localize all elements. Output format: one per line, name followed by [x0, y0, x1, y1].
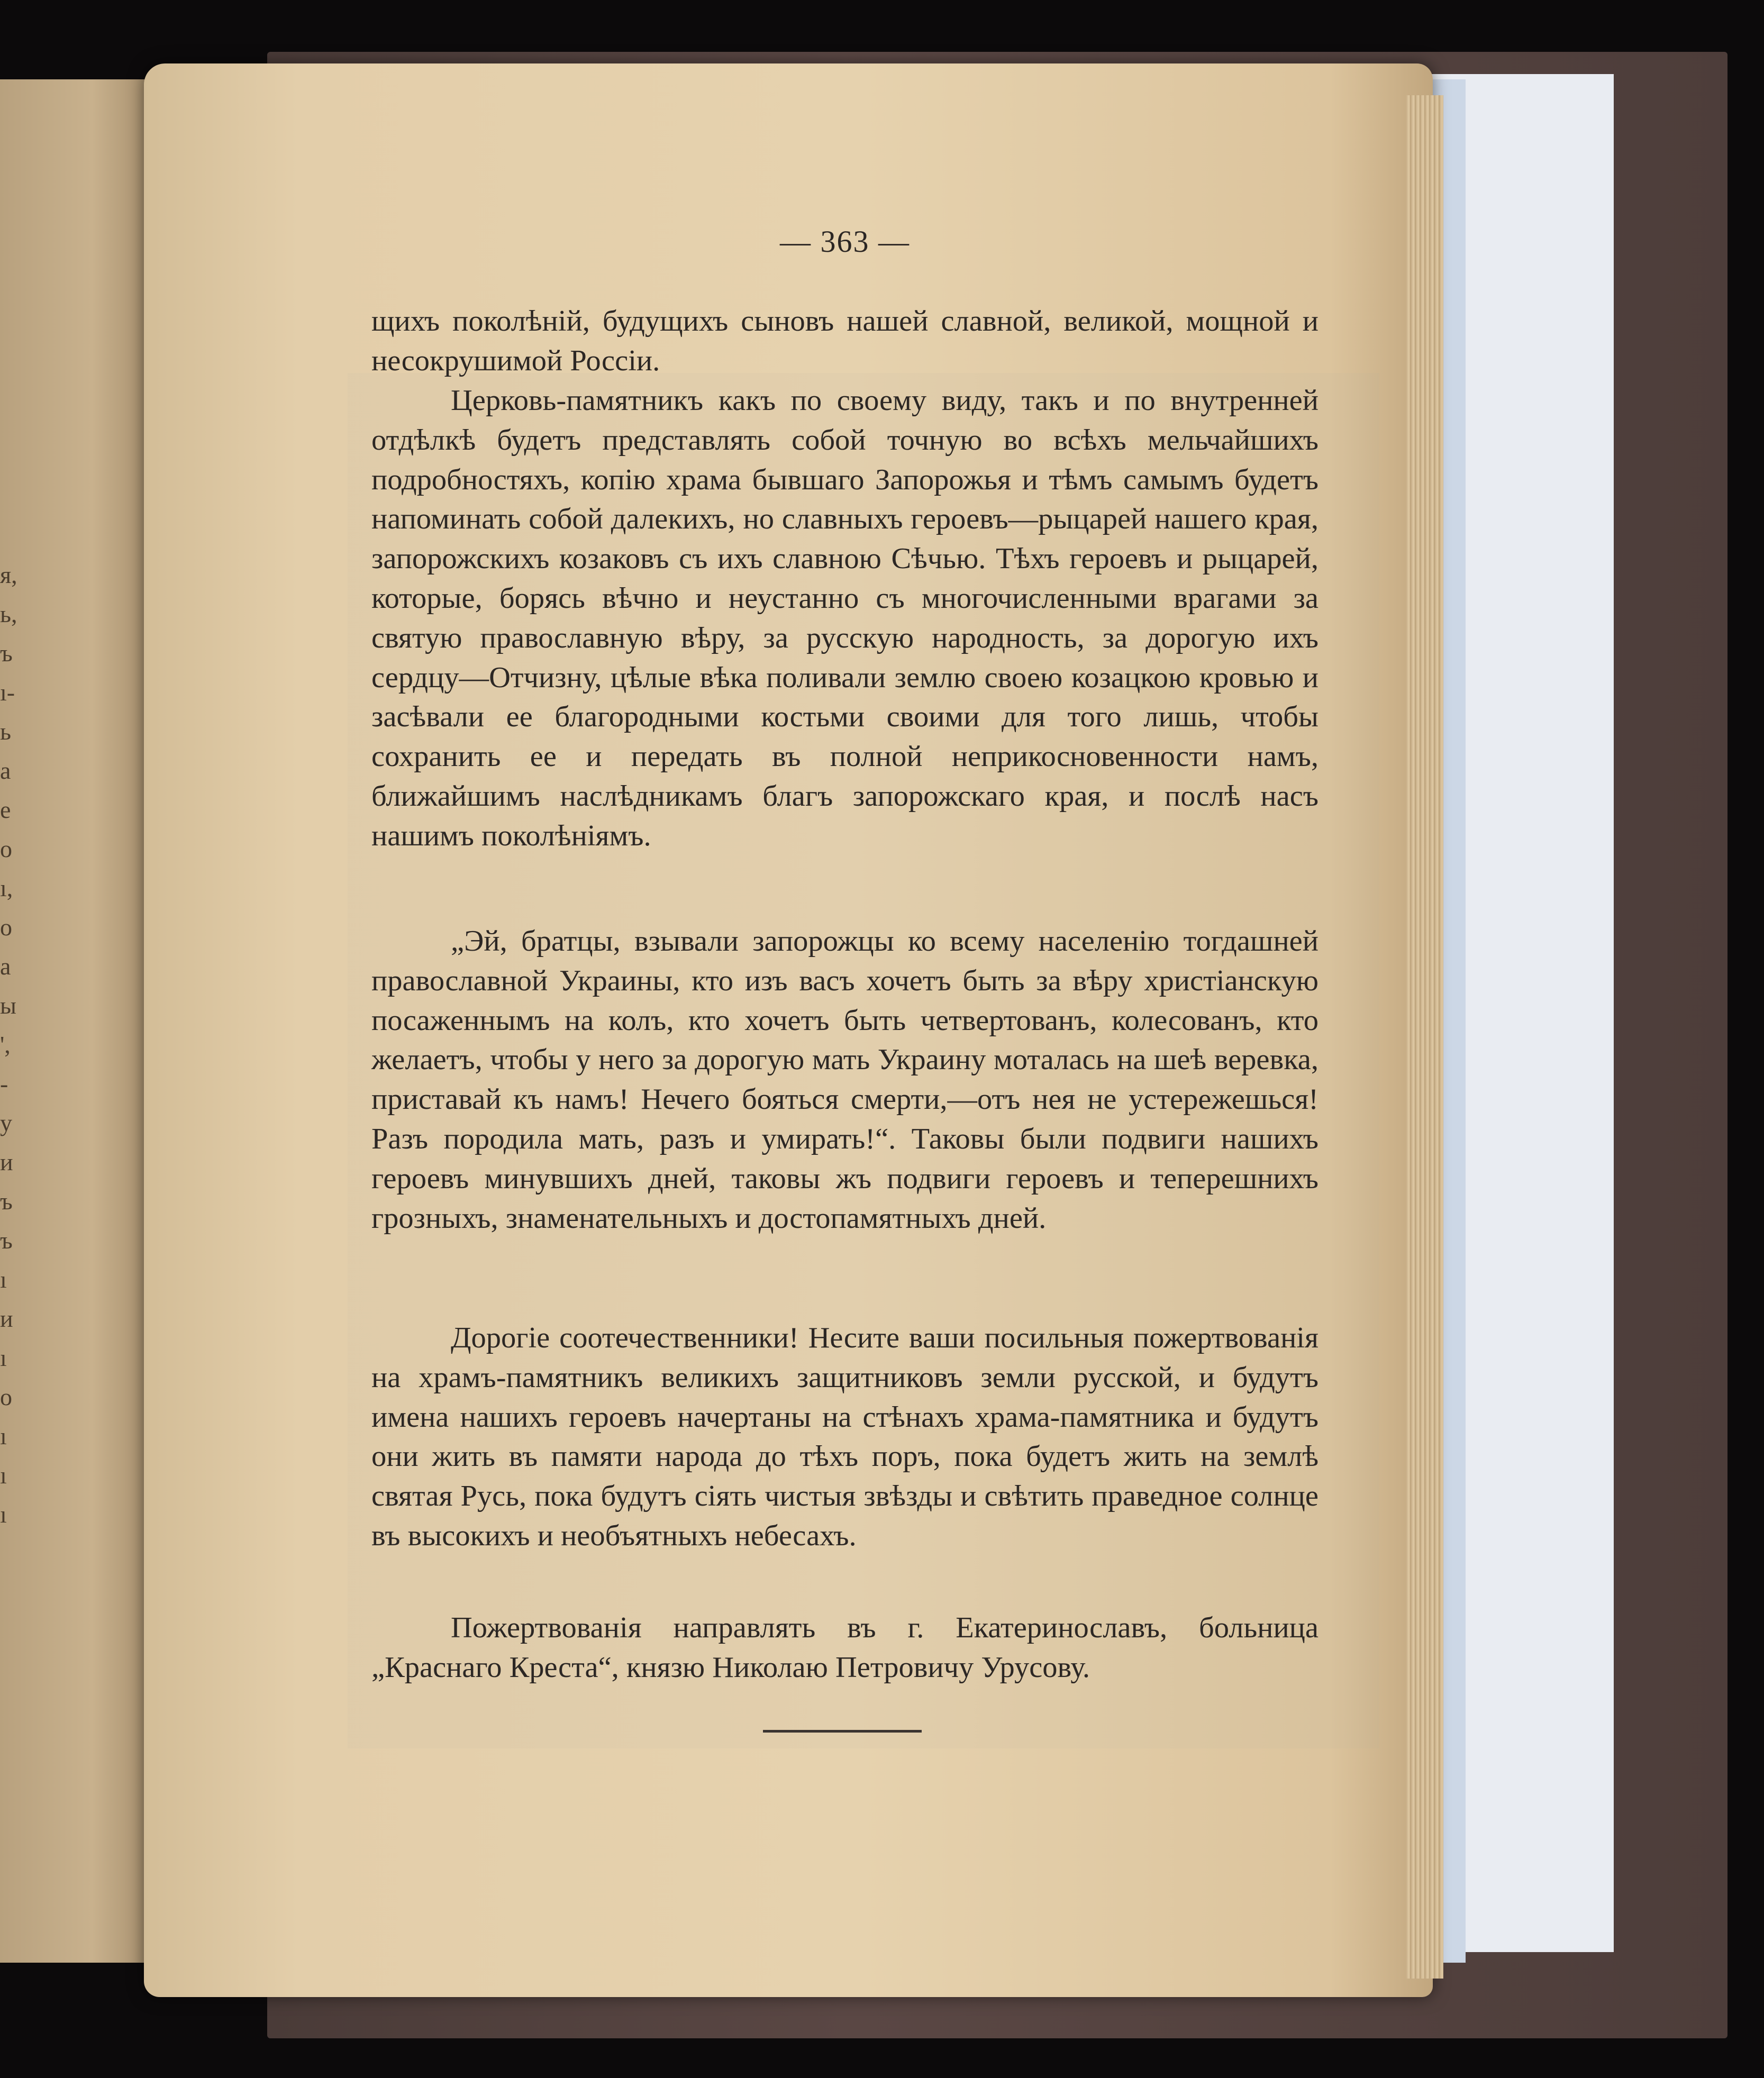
page-edges: [1406, 95, 1443, 1979]
paragraph-5: Пожертвованія направлять въ г. Екатеринославъ, больница „Краснаго Креста“, князю Николаю Петровичу Урусову.: [371, 1611, 1319, 1684]
margin-char: а: [0, 953, 11, 980]
margin-char: ı,: [0, 874, 13, 901]
paragraph-1: щихъ поколѣній, будущихъ сыновъ нашей славной, великой, мощной и несокрушимой Россіи.: [371, 305, 1319, 377]
left-page-text-fragment: [0, 555, 32, 1534]
margin-char: ь: [0, 718, 11, 745]
margin-char: ı: [0, 1462, 7, 1489]
margin-char: а: [0, 757, 11, 784]
margin-char: и: [0, 1149, 13, 1175]
margin-char: -: [0, 1070, 8, 1097]
margin-char: ь,: [0, 600, 17, 627]
margin-char: о: [0, 1383, 12, 1410]
margin-char: ı: [0, 1266, 7, 1293]
margin-char: ы: [0, 992, 16, 1019]
margin-char: ı-: [0, 679, 15, 706]
paragraph-2: Церковь-памятникъ какъ по своему виду, такъ и по внутренней отдѣлкѣ будетъ представлять собой точную во всѣхъ мельчайшихъ подробностяхъ, копію храма бывшаго Запорожья и тѣмъ самымъ будетъ напоминать собой далекихъ, но славныхъ героевъ—рыцарей нашего края, запорожскихъ козаковъ съ ихъ славною Сѣчью. Тѣхъ героевъ и рыцарей, которые, борясь вѣчно и неустанно съ многочисленными врагами за святую православную вѣру, за русскую народность, за дорогую ихъ сердцу—Отчизну, цѣлые вѣка поливали землю своею козацкою кровью и засѣвали ее благородными костьми своими для того лишь, чтобы сохранить ее и передать въ полной неприкосновенности намъ, ближайшимъ наслѣдникамъ благъ запорожскаго края, и послѣ насъ нашимъ поколѣніямъ.: [371, 384, 1319, 852]
margin-char: ı: [0, 1501, 7, 1528]
margin-char: у: [0, 1109, 12, 1136]
closing-rule: [763, 1730, 922, 1733]
margin-char: и: [0, 1305, 13, 1332]
margin-char: о: [0, 914, 12, 941]
left-page-fragment: [0, 79, 153, 1963]
paragraph-4: Дорогіе соотечественники! Несите ваши посильныя пожертвованія на храмъ-памятникъ великихъ защитниковъ земли русской, и будутъ имена нашихъ героевъ начертаны на стѣнахъ храма-памятника и будутъ они жить въ памяти народа до тѣхъ поръ, пока будетъ жить на землѣ святая Русь, пока будутъ сіять чистыя звѣзды и свѣтить праведное солнце въ высокихъ и необъятныхъ небесахъ.: [371, 1321, 1319, 1552]
margin-char: я,: [0, 561, 17, 588]
margin-char: о: [0, 835, 12, 862]
margin-char: ъ: [0, 1188, 13, 1215]
margin-char: ъ: [0, 640, 13, 667]
margin-char: ',: [0, 1031, 11, 1058]
book-page: [144, 63, 1433, 1997]
margin-char: ъ: [0, 1227, 13, 1254]
paragraph-3: „Эй, братцы, взывали запорожцы ко всему населенію тогдашней православной Украины, кто изъ васъ хочетъ быть за вѣру христіанскую посаженнымъ на колъ, кто хочетъ быть четвертованъ, колесованъ, кто желаетъ, чтобы у него за дорогую мать Украину моталась на шеѣ веревка, приставай къ намъ! Нечего бояться смерти,—отъ нея не устережешься! Разъ породила мать, разъ и умирать!“. Таковы были подвиги нашихъ героевъ минувшихъ дней, таковы жъ подвиги героевъ и теперешнихъ грозныхъ, знаменательныхъ и достопамятныхъ дней.: [371, 925, 1319, 1235]
margin-char: ı: [0, 1344, 7, 1371]
page-number: — 363 —: [780, 224, 910, 259]
margin-char: ı: [0, 1423, 7, 1450]
margin-char: е: [0, 796, 11, 823]
